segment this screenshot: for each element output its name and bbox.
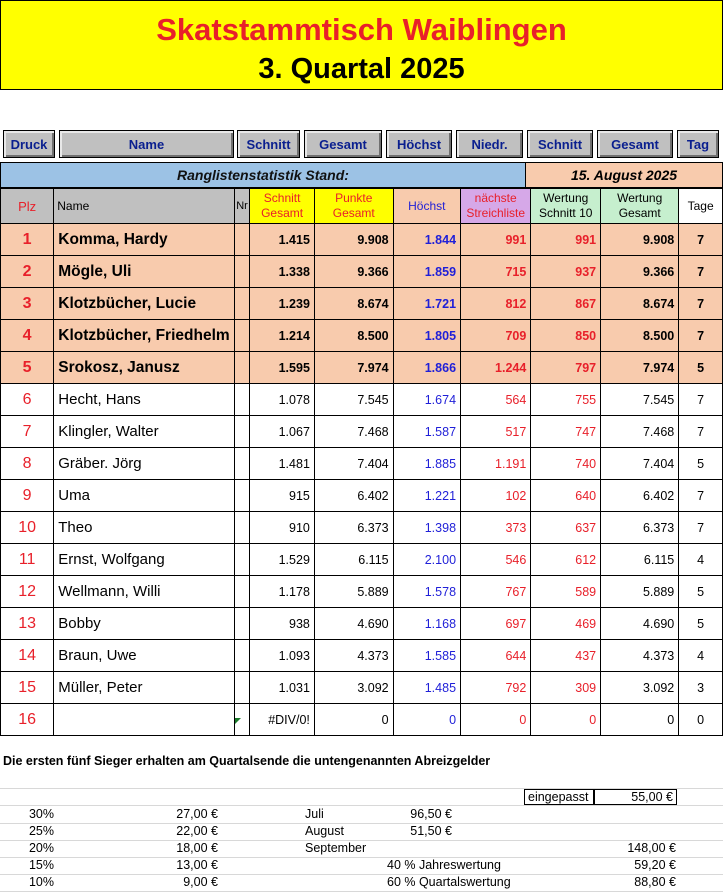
tage-value[interactable]: 5 [679,448,723,480]
table-header-row [1,189,723,224]
header-nr: Nr [234,189,250,224]
player-name[interactable]: Braun, Uwe [54,640,234,672]
player-name[interactable]: Bobby [54,608,234,640]
punkte-gesamt-value[interactable]: 6.402 [314,480,393,512]
wertung-schnitt-value[interactable]: 612 [531,544,601,576]
quarter-title: 3. Quartal 2025 [258,53,465,85]
rank-number[interactable]: 14 [1,640,54,672]
player-nr[interactable] [234,448,250,480]
schnitt-gesamt-value[interactable]: 1.078 [250,384,315,416]
sort-hoechst-button[interactable]: Höchst [386,130,452,158]
table-row [1,288,723,320]
player-name[interactable]: Theo [54,512,234,544]
punkte-gesamt-value[interactable]: 7.404 [314,448,393,480]
rank-number[interactable]: 4 [1,320,54,352]
punkte-gesamt-value[interactable]: 5.889 [314,576,393,608]
tage-value[interactable]: 7 [679,320,723,352]
rank-number[interactable]: 3 [1,288,54,320]
rank-number[interactable]: 10 [1,512,54,544]
tage-value[interactable]: 5 [679,576,723,608]
wertung-schnitt-value[interactable]: 469 [531,608,601,640]
table-row [1,480,723,512]
streichliste-value[interactable]: 564 [461,384,531,416]
sort-button-bar [0,130,723,160]
punkte-gesamt-value[interactable]: 7.974 [314,352,393,384]
streichliste-value[interactable]: 517 [461,416,531,448]
hoechst-value[interactable]: 1.585 [393,640,460,672]
tage-value[interactable]: 7 [679,416,723,448]
wertung-schnitt-value[interactable]: 637 [531,512,601,544]
schnitt-gesamt-value[interactable]: 1.093 [250,640,315,672]
tage-value[interactable]: 7 [679,512,723,544]
punkte-gesamt-value[interactable]: 6.115 [314,544,393,576]
ranking-table [0,188,723,736]
hoechst-value[interactable]: 1.398 [393,512,460,544]
wertung-schnitt-value[interactable]: 797 [531,352,601,384]
schnitt-gesamt-value[interactable]: 1.239 [250,288,315,320]
wertung-schnitt-value[interactable]: 309 [531,672,601,704]
rank-number[interactable]: 2 [1,256,54,288]
header-streichliste: nächste Streichliste [461,189,531,224]
rank-number[interactable]: 15 [1,672,54,704]
status-row [0,162,723,188]
rank-number[interactable]: 12 [1,576,54,608]
player-name[interactable]: Klingler, Walter [54,416,234,448]
wertung-schnitt-value[interactable]: 991 [531,224,601,256]
table-row [1,320,723,352]
wertung-gesamt-value[interactable]: 7.468 [601,416,679,448]
prize-percent: 15% [28,858,54,872]
month-value: 51,50 € [410,824,452,838]
player-name[interactable]: Gräber. Jörg [54,448,234,480]
hoechst-value[interactable]: 0 [393,704,460,736]
sort-wertung-gesamt-button[interactable]: Gesamt [597,130,673,158]
rank-number[interactable]: 11 [1,544,54,576]
player-name[interactable]: Uma [54,480,234,512]
streichliste-value[interactable]: 991 [461,224,531,256]
table-row [1,608,723,640]
punkte-gesamt-value[interactable]: 6.373 [314,512,393,544]
header-plz: Plz [1,189,54,224]
grid-line [0,823,723,824]
hoechst-value[interactable]: 1.485 [393,672,460,704]
hoechst-value[interactable]: 1.885 [393,448,460,480]
streichliste-value[interactable]: 644 [461,640,531,672]
player-name[interactable]: Klotzbücher, Lucie [54,288,234,320]
prize-amount: 27,00 € [176,807,218,821]
prize-amount: 13,00 € [176,858,218,872]
schnitt-gesamt-value[interactable]: #DIV/0! [250,704,315,736]
total-label: 60 % Quartalswertung [387,875,511,889]
streichliste-value[interactable]: 373 [461,512,531,544]
streichliste-value[interactable]: 0 [461,704,531,736]
prize-amount: 22,00 € [176,824,218,838]
hoechst-value[interactable]: 1.221 [393,480,460,512]
tage-value[interactable]: 7 [679,224,723,256]
hoechst-value[interactable]: 1.168 [393,608,460,640]
punkte-gesamt-value[interactable]: 8.500 [314,320,393,352]
player-nr[interactable] [234,512,250,544]
hoechst-value[interactable]: 1.587 [393,416,460,448]
header-wertung-gesamt: Wertung Gesamt [601,189,679,224]
wertung-schnitt-value[interactable]: 937 [531,256,601,288]
hoechst-value[interactable]: 1.805 [393,320,460,352]
wertung-schnitt-value[interactable]: 850 [531,320,601,352]
table-row [1,352,723,384]
rank-number[interactable]: 13 [1,608,54,640]
wertung-gesamt-value[interactable]: 6.373 [601,512,679,544]
total-value: 148,00 € [627,841,676,855]
hoechst-value[interactable]: 1.844 [393,224,460,256]
table-row [1,448,723,480]
punkte-gesamt-value[interactable]: 3.092 [314,672,393,704]
table-row [1,704,723,736]
player-nr[interactable] [234,672,250,704]
wertung-gesamt-value[interactable]: 3.092 [601,672,679,704]
header-tage: Tage [679,189,723,224]
punkte-gesamt-value[interactable]: 4.690 [314,608,393,640]
sort-name-button[interactable]: Name [59,130,234,158]
wertung-schnitt-value[interactable]: 747 [531,416,601,448]
streichliste-value[interactable]: 1.191 [461,448,531,480]
schnitt-gesamt-value[interactable]: 1.595 [250,352,315,384]
status-label: Ranglistenstatistik Stand: [0,162,526,188]
sort-niedr-button[interactable]: Niedr. [456,130,523,158]
wertung-gesamt-value[interactable]: 8.674 [601,288,679,320]
wertung-gesamt-value[interactable]: 4.690 [601,608,679,640]
status-date: 15. August 2025 [525,162,723,188]
hoechst-value[interactable]: 1.721 [393,288,460,320]
punkte-gesamt-value[interactable]: 7.468 [314,416,393,448]
grid-line [0,874,723,875]
streichliste-value[interactable]: 715 [461,256,531,288]
header-wertung-schnitt: Wertung Schnitt 10 [531,189,601,224]
total-value: 59,20 € [634,858,676,872]
wertung-gesamt-value[interactable]: 6.402 [601,480,679,512]
rank-number[interactable]: 16 [1,704,54,736]
wertung-gesamt-value[interactable]: 6.115 [601,544,679,576]
player-name[interactable]: Wellmann, Willi [54,576,234,608]
schnitt-gesamt-value[interactable]: 1.481 [250,448,315,480]
punkte-gesamt-value[interactable]: 7.545 [314,384,393,416]
schnitt-gesamt-value[interactable]: 915 [250,480,315,512]
player-nr[interactable] [234,480,250,512]
schnitt-gesamt-value[interactable]: 1.031 [250,672,315,704]
rank-number[interactable]: 5 [1,352,54,384]
table-row [1,256,723,288]
punkte-gesamt-value[interactable]: 9.908 [314,224,393,256]
player-name[interactable]: Mögle, Uli [54,256,234,288]
month-value: 96,50 € [410,807,452,821]
eingepasst-label: eingepasst [524,789,594,805]
hoechst-value[interactable]: 1.674 [393,384,460,416]
schnitt-gesamt-value[interactable]: 910 [250,512,315,544]
sort-wertung-schnitt-button[interactable]: Schnitt [527,130,593,158]
wertung-gesamt-value[interactable]: 7.404 [601,448,679,480]
player-nr[interactable] [234,352,250,384]
wertung-schnitt-value[interactable]: 740 [531,448,601,480]
wertung-gesamt-value[interactable]: 8.500 [601,320,679,352]
streichliste-value[interactable]: 697 [461,608,531,640]
player-nr[interactable] [234,608,250,640]
tage-value[interactable]: 4 [679,544,723,576]
player-nr[interactable] [234,416,250,448]
schnitt-gesamt-value[interactable]: 1.415 [250,224,315,256]
rank-number[interactable]: 8 [1,448,54,480]
table-row [1,384,723,416]
tage-value[interactable]: 7 [679,288,723,320]
grid-line [0,857,723,858]
total-label: 40 % Jahreswertung [387,858,501,872]
month-label: August [305,824,344,838]
wertung-gesamt-value[interactable]: 9.908 [601,224,679,256]
tage-value[interactable]: 0 [679,704,723,736]
player-nr[interactable] [234,544,250,576]
prize-note: Die ersten fünf Sieger erhalten am Quartalsende die untengenannten Abreizgelder [3,754,491,768]
schnitt-gesamt-value[interactable]: 1.529 [250,544,315,576]
table-row [1,544,723,576]
player-nr[interactable] [234,320,250,352]
player-name[interactable]: Ernst, Wolfgang [54,544,234,576]
streichliste-value[interactable]: 792 [461,672,531,704]
streichliste-value[interactable]: 812 [461,288,531,320]
tage-value[interactable]: 3 [679,672,723,704]
tage-value[interactable]: 7 [679,384,723,416]
wertung-gesamt-value[interactable]: 7.545 [601,384,679,416]
wertung-gesamt-value[interactable]: 5.889 [601,576,679,608]
streichliste-value[interactable]: 102 [461,480,531,512]
prize-percent: 30% [28,807,54,821]
wertung-gesamt-value[interactable]: 9.366 [601,256,679,288]
punkte-gesamt-value[interactable]: 9.366 [314,256,393,288]
grid-line [0,840,723,841]
total-value: 88,80 € [634,875,676,889]
table-row [1,224,723,256]
player-nr[interactable] [234,576,250,608]
prize-percent: 25% [28,824,54,838]
rank-number[interactable]: 9 [1,480,54,512]
table-row [1,672,723,704]
player-nr[interactable] [234,384,250,416]
cell-error-indicator [235,718,241,724]
schnitt-gesamt-value[interactable]: 1.178 [250,576,315,608]
tage-value[interactable]: 7 [679,480,723,512]
title-banner [0,0,723,90]
wertung-schnitt-value[interactable]: 437 [531,640,601,672]
streichliste-value[interactable]: 546 [461,544,531,576]
table-row [1,640,723,672]
prize-amount: 18,00 € [176,841,218,855]
player-nr[interactable] [234,640,250,672]
player-name[interactable]: Srokosz, Janusz [54,352,234,384]
wertung-schnitt-value[interactable]: 640 [531,480,601,512]
tage-value[interactable]: 7 [679,256,723,288]
schnitt-gesamt-value[interactable]: 1.214 [250,320,315,352]
header-name: Name [54,189,234,224]
hoechst-value[interactable]: 1.578 [393,576,460,608]
tage-value[interactable]: 5 [679,352,723,384]
prize-percent: 10% [28,875,54,889]
table-row [1,512,723,544]
player-name[interactable]: Klotzbücher, Friedhelm [54,320,234,352]
wertung-gesamt-value[interactable]: 0 [601,704,679,736]
punkte-gesamt-value[interactable]: 8.674 [314,288,393,320]
print-button[interactable]: Druck [3,130,55,158]
streichliste-value[interactable]: 767 [461,576,531,608]
player-nr[interactable] [234,256,250,288]
prize-percent: 20% [28,841,54,855]
punkte-gesamt-value[interactable]: 0 [314,704,393,736]
wertung-gesamt-value[interactable]: 7.974 [601,352,679,384]
sort-gesamt-button[interactable]: Gesamt [304,130,382,158]
player-nr[interactable] [234,288,250,320]
wertung-gesamt-value[interactable]: 4.373 [601,640,679,672]
sort-tag-button[interactable]: Tag [677,130,719,158]
wertung-schnitt-value[interactable]: 589 [531,576,601,608]
player-name[interactable]: Müller, Peter [54,672,234,704]
rank-number[interactable]: 1 [1,224,54,256]
wertung-schnitt-value[interactable]: 755 [531,384,601,416]
punkte-gesamt-value[interactable]: 4.373 [314,640,393,672]
eingepasst-value: 55,00 € [594,789,677,805]
header-punkte-gesamt: Punkte Gesamt [314,189,393,224]
wertung-schnitt-value[interactable]: 867 [531,288,601,320]
header-hoechst: Höchst [393,189,460,224]
schnitt-gesamt-value[interactable]: 1.338 [250,256,315,288]
club-title: Skatstammtisch Waiblingen [156,12,567,47]
hoechst-value[interactable]: 1.859 [393,256,460,288]
rank-number[interactable]: 6 [1,384,54,416]
sort-schnitt-button[interactable]: Schnitt [237,130,300,158]
hoechst-value[interactable]: 2.100 [393,544,460,576]
streichliste-value[interactable]: 1.244 [461,352,531,384]
schnitt-gesamt-value[interactable]: 938 [250,608,315,640]
player-name[interactable] [54,704,234,736]
month-label: Juli [305,807,324,821]
player-name[interactable]: Komma, Hardy [54,224,234,256]
rank-number[interactable]: 7 [1,416,54,448]
hoechst-value[interactable]: 1.866 [393,352,460,384]
schnitt-gesamt-value[interactable]: 1.067 [250,416,315,448]
prize-amount: 9,00 € [183,875,218,889]
wertung-schnitt-value[interactable]: 0 [531,704,601,736]
table-row [1,416,723,448]
grid-line [0,805,723,806]
tage-value[interactable]: 5 [679,608,723,640]
streichliste-value[interactable]: 709 [461,320,531,352]
tage-value[interactable]: 4 [679,640,723,672]
table-row [1,576,723,608]
month-label: September [305,841,367,855]
header-schnitt-gesamt: Schnitt Gesamt [250,189,315,224]
player-name[interactable]: Hecht, Hans [54,384,234,416]
player-nr[interactable] [234,224,250,256]
